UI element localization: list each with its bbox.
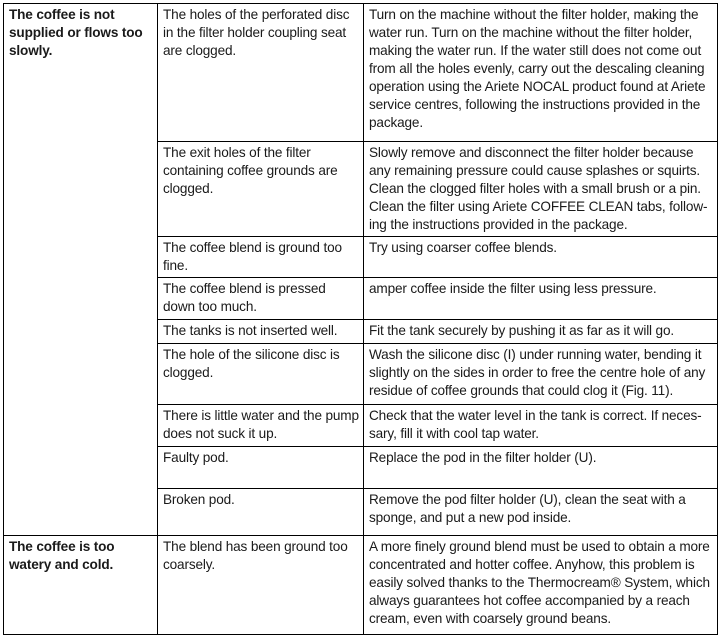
table-row bbox=[4, 4, 718, 142]
remedy-cell: Replace the pod in the filter holder (U). bbox=[364, 447, 718, 489]
cause-cell: The tanks is not inserted well. bbox=[158, 320, 364, 344]
cause-cell: The coffee blend is ground too fine. bbox=[158, 237, 364, 278]
cause-cell: The holes of the perforated disc in the filter holder coupling seat are clogged. bbox=[158, 4, 364, 142]
remedy-cell: Fit the tank securely by pushing it as far as it will go. bbox=[364, 320, 718, 344]
remedy-cell: Slowly remove and disconnect the filter holder because any remaining pressure could cause splashes or squirts. Clean the clogged filter holes with a small brush or a pin. Clean the filter using Ariete COFFEE CLEAN tabs, follow-ing the instructions provided in the package. bbox=[364, 142, 718, 237]
remedy-cell: Check that the water level in the tank is correct. If neces-sary, fill it with cool tap water. bbox=[364, 405, 718, 447]
cause-cell: The coffee blend is pressed down too much. bbox=[158, 278, 364, 320]
remedy-cell: Wash the silicone disc (I) under running water, bending it slightly on the sides in order to free the centre hole of any residue of coffee grounds that could clog it (Fig. 11). bbox=[364, 344, 718, 405]
remedy-cell: A more finely ground blend must be used to obtain a more concentrated and hotter coffee. Anyhow, this problem is easily solved thanks to the Thermocream® System, which always guarantees hot coffee accompanied by a reach cream, even with coarsely ground beans. bbox=[364, 536, 718, 635]
cause-cell: Faulty pod. bbox=[158, 447, 364, 489]
problem-cell: The coffee is too watery and cold. bbox=[4, 536, 158, 635]
cause-cell: The exit holes of the filter containing coffee grounds are clogged. bbox=[158, 142, 364, 237]
remedy-cell: Try using coarser coffee blends. bbox=[364, 237, 718, 278]
cause-cell: Broken pod. bbox=[158, 489, 364, 536]
remedy-cell: Turn on the machine without the filter holder, making the water run. Turn on the machine without the filter holder, making the water run. If the water still does not come out from all the holes evenly, carry out the descaling cleaning operation using the Ariete NOCAL product found at Ariete service centres, following the instructions provided in the package. bbox=[364, 4, 718, 142]
problem-cell: The coffee is not supplied or flows too slowly. bbox=[4, 4, 158, 536]
remedy-cell: amper coffee inside the filter using less pressure. bbox=[364, 278, 718, 320]
cause-cell: There is little water and the pump does not suck it up. bbox=[158, 405, 364, 447]
troubleshooting-table bbox=[3, 3, 718, 635]
cause-cell: The blend has been ground too coarsely. bbox=[158, 536, 364, 635]
table-row bbox=[4, 536, 718, 635]
remedy-cell: Remove the pod filter holder (U), clean the seat with a sponge, and put a new pod inside. bbox=[364, 489, 718, 536]
cause-cell: The hole of the silicone disc is clogged. bbox=[158, 344, 364, 405]
